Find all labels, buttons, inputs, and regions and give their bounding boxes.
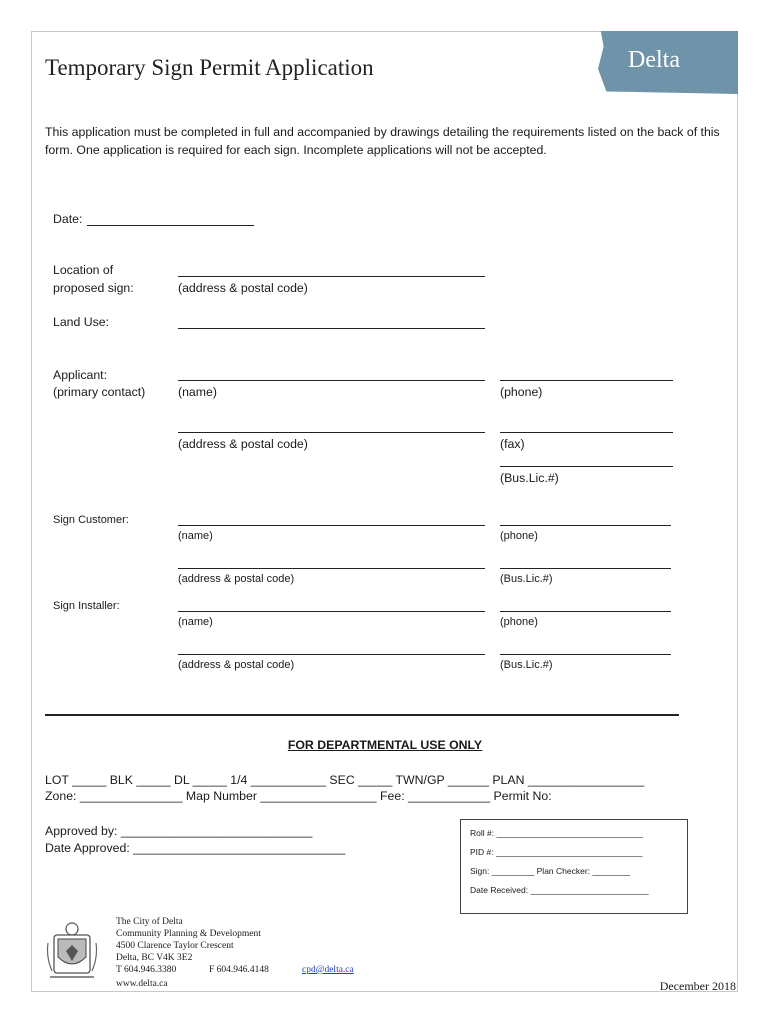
location-label-2: proposed sign: (53, 281, 134, 295)
installer-phone-caption: (phone) (500, 616, 538, 628)
installer-name-caption: (name) (178, 616, 213, 628)
city-crest-icon (44, 917, 100, 985)
sign-plan-checker: Sign: _________ Plan Checker: ________ (470, 866, 631, 876)
installer-buslic-field[interactable] (500, 654, 671, 655)
section-divider (45, 714, 679, 716)
departmental-row-zone: Zone: _______________ Map Number _________________ Fee: ____________ Permit No: (45, 789, 552, 803)
installer-phone-field[interactable] (500, 611, 671, 612)
revision-date: December 2018 (659, 979, 736, 993)
installer-address-field[interactable] (178, 654, 485, 655)
location-address-caption: (address & postal code) (178, 281, 308, 295)
installer-address-caption: (address & postal code) (178, 659, 295, 671)
departmental-row-lot: LOT _____ BLK _____ DL _____ 1/4 ___________ SEC _____ TWN/GP ______ PLAN _________________ (45, 773, 645, 787)
customer-buslic-field[interactable] (500, 568, 671, 569)
applicant-address-caption: (address & postal code) (178, 437, 308, 451)
customer-buslic-caption: (Bus.Lic.#) (500, 573, 553, 585)
customer-address-caption: (address & postal code) (178, 573, 295, 585)
location-field[interactable] (178, 276, 485, 277)
customer-name-caption: (name) (178, 530, 213, 542)
date-received: Date Received: _________________________ (470, 885, 649, 895)
date-field[interactable] (87, 225, 254, 226)
page-title: Temporary Sign Permit Application (45, 55, 374, 80)
applicant-label: Applicant: (53, 368, 108, 382)
customer-phone-caption: (phone) (500, 530, 538, 542)
land-use-label: Land Use: (53, 315, 110, 329)
intro-paragraph: This application must be completed in full and accompanied by drawings detailing the requirements listed on the back of this form. One application is required for each sign. Incomplete applications will not be accepted. (45, 125, 720, 157)
sign-installer-label: Sign Installer: (53, 600, 120, 612)
customer-address-field[interactable] (178, 568, 485, 569)
date-label: Date: (53, 212, 83, 226)
applicant-fax-caption: (fax) (500, 437, 525, 451)
applicant-phone-field[interactable] (500, 380, 673, 381)
land-use-field[interactable] (178, 328, 485, 329)
footer-web-link[interactable]: www.delta.ca (116, 979, 168, 989)
departmental-title: FOR DEPARTMENTAL USE ONLY (287, 738, 483, 752)
applicant-name-field[interactable] (178, 380, 485, 381)
applicant-address-field[interactable] (178, 432, 485, 433)
footer-email-link[interactable]: cpd@delta.ca (302, 965, 354, 975)
pid-number: PID #: _______________________________ (470, 847, 643, 857)
footer-org: The City of Delta (116, 917, 183, 927)
footer-dept: Community Planning & Development (116, 929, 261, 939)
customer-phone-field[interactable] (500, 525, 671, 526)
installer-buslic-caption: (Bus.Lic.#) (500, 659, 553, 671)
applicant-buslic-field[interactable] (500, 466, 673, 467)
applicant-name-caption: (name) (178, 385, 217, 399)
footer-fax: F 604.946.4148 (209, 965, 269, 975)
delta-logo-text: Delta (628, 47, 680, 73)
roll-number: Roll #: _______________________________ (470, 828, 644, 838)
applicant-phone-caption: (phone) (500, 385, 543, 399)
footer-street: 4500 Clarence Taylor Crescent (116, 941, 234, 951)
sign-customer-label: Sign Customer: (53, 514, 129, 526)
approved-by: Approved by: ____________________________ (45, 824, 313, 838)
location-label: Location of (53, 263, 114, 277)
applicant-fax-field[interactable] (500, 432, 673, 433)
footer-tel: T 604.946.3380 (116, 965, 177, 975)
installer-name-field[interactable] (178, 611, 485, 612)
applicant-buslic-caption: (Bus.Lic.#) (500, 471, 559, 485)
applicant-label-2: (primary contact) (53, 385, 146, 399)
footer-city: Delta, BC V4K 3E2 (116, 953, 193, 963)
customer-name-field[interactable] (178, 525, 485, 526)
date-approved: Date Approved: _______________________________ (45, 841, 346, 855)
